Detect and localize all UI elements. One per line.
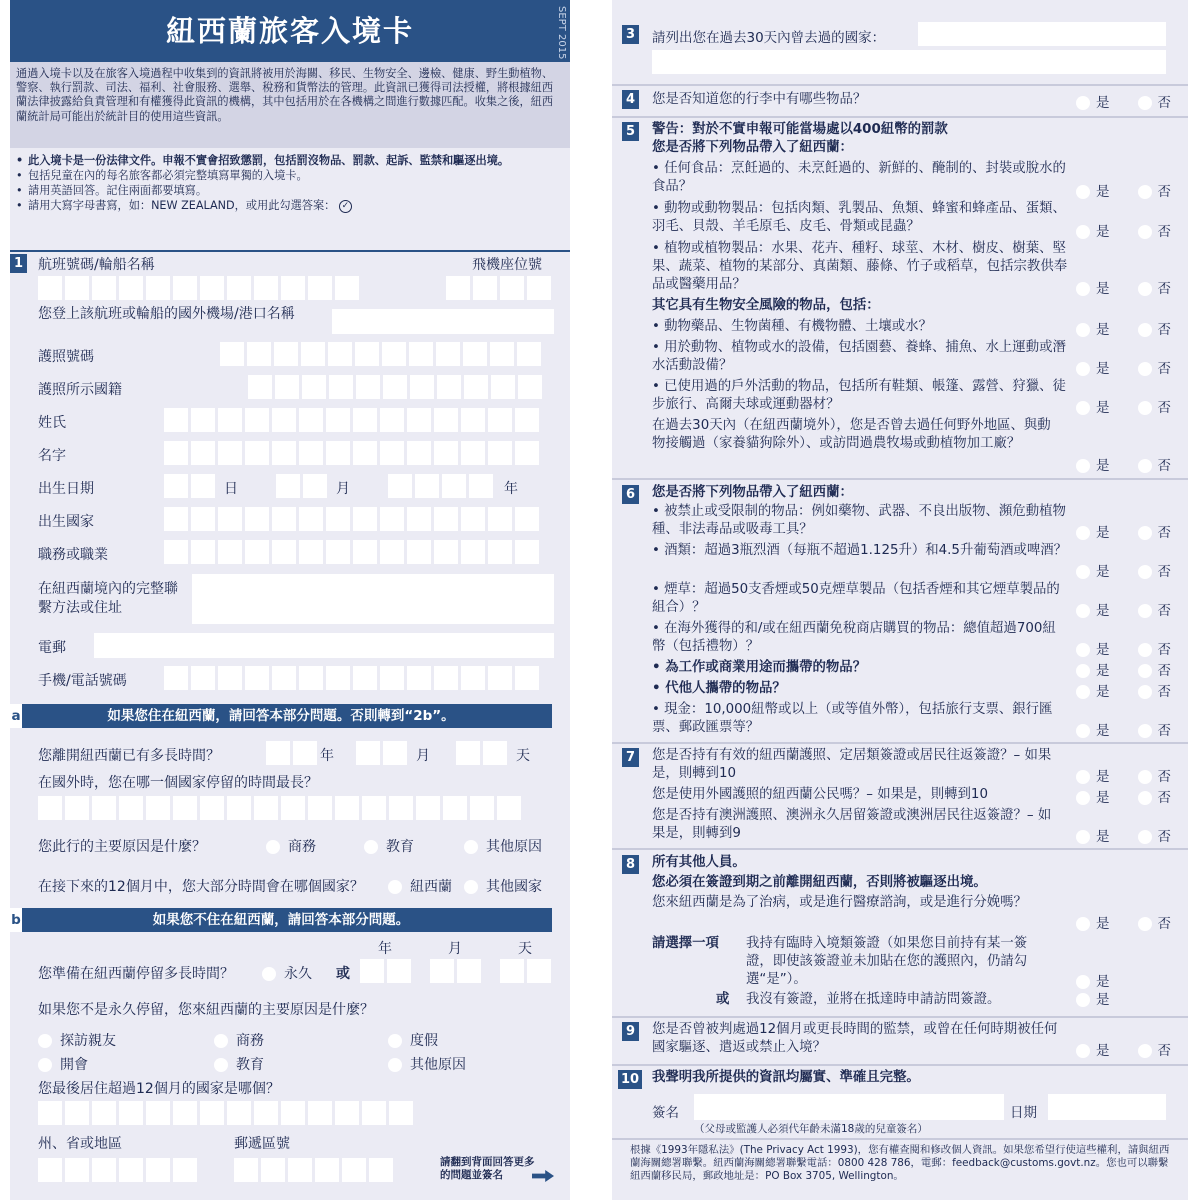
occupation-input[interactable]: [164, 540, 539, 564]
q8-visa-yes[interactable]: 是: [1076, 970, 1110, 990]
days-label: 天: [518, 941, 532, 957]
question-number: 4: [622, 90, 639, 109]
instruction-item: • 此入境卡是一份法律文件。申報不實會招致懲罰，包括罰沒物品、罰款、起訴、監禁和驅逐出境。: [16, 154, 570, 168]
email-label: 電郵: [38, 640, 66, 656]
q8-medical: 您來紐西蘭是為了治病，或是進行醫療諮詢，或是進行分娩嗎？: [652, 895, 1027, 910]
q6-others-yes-no[interactable]: 是 否: [1076, 680, 1171, 700]
q7-nz-passport: 您是否持有有效的紐西蘭護照、定居類簽證或居民往返簽證？– 如果是，則轉到10: [652, 748, 1052, 782]
q7-nz-passport-yes-no[interactable]: 是 否: [1076, 765, 1171, 785]
q5-plant-products: • 植物或植物製品：水果、花卉、種籽、球莖、木材、樹皮、樹葉、堅果、蔬菜、植物的某部分、真菌類、藤條、竹子或稻草，包括宗教供奉品或醫藥用品？: [652, 241, 1068, 293]
q6-prohibited: • 被禁止或受限制的物品：例如藥物、武器、不良出版物、瀕危動植物種、非法毒品或吸毒工具？: [652, 504, 1066, 538]
seat-number-input[interactable]: [446, 276, 551, 300]
longest-country-label: 在國外時，您在哪一個國家停留的時間最長？: [38, 775, 318, 791]
turn-over-note: 請翻到背面回答更多的問題並簽名: [440, 1156, 535, 1181]
question-number: 3: [622, 25, 639, 44]
intro-text: 通過入境卡以及在旅客入境過程中收集到的資訊將被用於海關、移民、生物安全、邊檢、健康、野生動植物、警察、執行罰款、司法、福利、社會服務、選舉、稅務和貨幣法的管理。此資訊已獲得司法授權，將根據紐西蘭法律披露給負責管理和有權獲得此資訊的機構，其中包括用於在各機構之間進行數據匹配。收集之後，紐西蘭統計局可能出於統計目的使用這些資訊。: [10, 62, 570, 148]
q9-yes-no[interactable]: 是 否: [1076, 1039, 1171, 1059]
last-country-input[interactable]: [38, 1101, 413, 1125]
flight-label: 航班號碼/輪船名稱: [38, 257, 155, 273]
passport-number-label: 護照號碼: [38, 349, 94, 365]
days-label: 天: [516, 748, 530, 764]
reason-other-option[interactable]: 其他原因: [388, 1054, 466, 1074]
occupation-label: 職務或職業: [38, 547, 108, 563]
visit-reason-label: 如果您不是永久停留，您來紐西蘭的主要原因是什麼？: [38, 1002, 374, 1018]
question-number: 5: [622, 122, 639, 141]
reason-business-option[interactable]: 商務: [214, 1030, 264, 1050]
q6-alcohol-yes-no[interactable]: 是 否: [1076, 560, 1171, 580]
q6-lead: 您是否將下列物品帶入了紐西蘭：: [652, 485, 853, 500]
port-input[interactable]: [332, 309, 554, 334]
dob-label: 出生日期: [38, 481, 94, 497]
q6-tobacco-yes-no[interactable]: 是 否: [1076, 599, 1171, 619]
address-input[interactable]: [192, 574, 554, 624]
q5-medicines: • 動物藥品、生物菌種、有機物體、土壤或水？: [652, 319, 932, 334]
dob-day-input[interactable]: [164, 474, 215, 498]
flight-number-input[interactable]: [38, 276, 359, 300]
q5-outdoor: • 已使用過的戶外活動的物品，包括所有鞋類、帳篷、露營、狩獵、徒步旅行、高爾夫球或運動器材？: [652, 379, 1066, 413]
longest-country-input[interactable]: [38, 796, 521, 820]
q5-farm-visit: 在過去30天內（在紐西蘭境外），您是否曾去過任何野外地區、與動物接觸過（家養貓狗除外）、或訪問過農牧場或動植物加工廠？: [652, 418, 1051, 452]
country-other-option[interactable]: 其他國家: [464, 876, 542, 896]
q5-equipment: • 用於動物、植物或水的設備，包括園藝、養蜂、捕魚、水上運動或潛水活動設備？: [652, 340, 1066, 374]
q4-yes-no[interactable]: 是 否: [1076, 91, 1171, 111]
question-number: 8: [622, 855, 639, 874]
q8-or: 或: [716, 992, 730, 1007]
q5-animal-products: • 動物或動物製品：包括肉類、乳製品、魚類、蜂蜜和蜂產品、蛋類、羽毛、貝殼、羊毛原毛、皮毛、骨類或昆蟲？: [652, 201, 1066, 235]
instructions-list: [16, 154, 570, 213]
day-label: 日: [224, 481, 238, 497]
q7-australian-yes-no[interactable]: 是 否: [1076, 825, 1171, 845]
seat-label: 飛機座位號: [472, 257, 542, 273]
card-back: [612, 0, 1188, 1200]
q8-medical-yes-no[interactable]: 是 否: [1076, 912, 1171, 932]
section-2a-header: a 如果您住在紐西蘭，請回答本部分問題。否則轉到“2b”。: [10, 704, 552, 728]
q5-plant-yes-no[interactable]: 是 否: [1076, 277, 1171, 297]
dob-month-input[interactable]: [276, 474, 327, 498]
port-label: 您登上該航班或輪船的國外機場/港口名稱: [38, 306, 295, 322]
years-label: 年: [378, 941, 392, 957]
passport-number-input[interactable]: [220, 342, 541, 366]
months-label: 月: [448, 941, 462, 957]
reason-visit-option[interactable]: 探訪親友: [38, 1030, 116, 1050]
or-label: 或: [336, 966, 350, 982]
month-label: 月: [336, 481, 350, 497]
q5-farm-yes-no[interactable]: 是 否: [1076, 454, 1171, 474]
reason-education-option[interactable]: 教育: [364, 836, 414, 856]
question-number: 10: [618, 1070, 642, 1089]
birth-country-label: 出生國家: [38, 514, 94, 530]
given-name-label: 名字: [38, 448, 66, 464]
years-label: 年: [320, 748, 334, 764]
q7-nz-citizen-yes-no[interactable]: 是 否: [1076, 786, 1171, 806]
away-duration-label: 您離開紐西蘭已有多長時間？: [38, 748, 220, 764]
reason-conference-option[interactable]: 開會: [38, 1054, 88, 1074]
postcode-input[interactable]: [234, 1158, 393, 1182]
q6-duty-free: • 在海外獲得的和/或在紐西蘭免稅商店購買的物品：總值超過700紐幣（包括禮物）？: [652, 621, 1056, 655]
q8-visa-option: 我持有臨時入境類簽證（如果您目前持有某一簽證，即使該簽證並未加貼在您的護照內，仍請勾選“是”）。: [746, 936, 1028, 988]
next-12-months-label: 在接下來的12個月中，您大部分時間會在哪個國家？: [38, 879, 364, 895]
dob-year-input[interactable]: [388, 474, 493, 498]
countries-visited-input-2[interactable]: [652, 50, 1166, 74]
stay-duration-label: 您準備在紐西蘭停留多長時間？: [38, 966, 234, 982]
signature-label: 簽名: [652, 1105, 679, 1121]
q6-business-goods: • 為工作或商業用途而攜帶的物品？: [652, 660, 867, 675]
instruction-item: • 包括兒童在內的每名旅客都必須完整填寫單獨的入境卡。: [16, 169, 570, 183]
question-number: 9: [622, 1022, 639, 1041]
months-label: 月: [416, 748, 430, 764]
q3-label: 請列出您在過去30天內曾去過的國家：: [652, 30, 886, 46]
q6-cash: • 現金：10,000紐幣或以上（或等值外幣），包括旅行支票、銀行匯票、郵政匯票等？: [652, 702, 1053, 736]
question-number: 6: [622, 485, 639, 504]
surname-label: 姓氏: [38, 415, 66, 431]
q6-others-goods: • 代他人攜帶的物品？: [652, 681, 786, 696]
surname-input[interactable]: [164, 408, 539, 432]
signature-field[interactable]: [694, 1094, 1004, 1120]
reason-education-option[interactable]: 教育: [214, 1054, 264, 1074]
privacy-footer: 根據《1993年隱私法》(The Privacy Act 1993)，您有權查閱和修改個人資訊。如果您希望行使這些權利，請與紐西蘭海關總署聯繫。紐西蘭海關總署聯繫電話：0800 428 786，電郵：feedback@customs.govt.nz。您也可以聯繫紐西蘭移民局，郵政地址是：PO Box 3705, Wellington。: [630, 1144, 1170, 1182]
version-label: SEPT 2015: [556, 6, 567, 60]
q7-nz-citizen: 您是使用外國護照的紐西蘭公民嗎？– 如果是，則轉到10: [652, 787, 988, 802]
q8-choose-one: 請選擇一項: [652, 936, 719, 951]
q5-warning: 警告：對於不實申報可能當場處以400紐幣的罰款: [652, 122, 948, 137]
q6-prohibited-yes-no[interactable]: 是 否: [1076, 521, 1171, 541]
checkmark-icon: ✓: [339, 200, 352, 213]
instruction-item: • 請用英語回答。記住兩面都要填寫。: [16, 184, 570, 198]
given-name-input[interactable]: [164, 441, 539, 465]
passport-country-input[interactable]: [248, 375, 542, 399]
stay-days-input[interactable]: [500, 959, 551, 983]
state-label: 州、省或地區: [38, 1136, 122, 1152]
stay-years-input[interactable]: [360, 959, 411, 983]
q8-line-2: 您必須在簽證到期之前離開紐西蘭，否則將被驅逐出境。: [652, 875, 987, 890]
stay-permanent-option[interactable]: 永久: [262, 963, 312, 983]
away-months-input[interactable]: [356, 741, 407, 765]
question-number: 7: [622, 748, 639, 767]
q7-australian: 您是否持有澳洲護照、澳洲永久居留簽證或澳洲居民往返簽證？– 如果是，則轉到9: [652, 808, 1052, 842]
q8-no-visa-option: 我沒有簽證，並將在抵達時申請訪問簽證。: [746, 992, 1001, 1007]
date-label: 日期: [1010, 1105, 1037, 1121]
last-country-label: 您最後居住超過12個月的國家是哪個？: [38, 1081, 280, 1097]
country-nz-option[interactable]: 紐西蘭: [388, 876, 452, 896]
address-label: 在紐西蘭境內的完整聯繫方法或住址: [38, 581, 178, 616]
section-number: 1: [10, 254, 27, 273]
q6-tobacco: • 煙草：超過50支香煙或50克煙草製品（包括香煙和其它煙草製品的組合）？: [652, 582, 1060, 616]
q5-food-yes-no[interactable]: 是 否: [1076, 180, 1171, 200]
passport-country-label: 護照所示國籍: [38, 382, 122, 398]
away-days-input[interactable]: [456, 741, 507, 765]
q5-lead-2: 其它具有生物安全風險的物品，包括：: [652, 298, 880, 313]
q8-no-visa-yes[interactable]: 是: [1076, 988, 1110, 1008]
q6-alcohol: • 酒類：超過3瓶烈酒（每瓶不超過1.125升）和4.5升葡萄酒或啤酒？: [652, 543, 1068, 558]
q5-equipment-yes-no[interactable]: 是 否: [1076, 357, 1171, 377]
countries-visited-input[interactable]: [918, 22, 1166, 46]
q5-lead: 您是否將下列物品帶入了紐西蘭：: [652, 140, 853, 155]
phone-input[interactable]: [164, 666, 539, 690]
q6-duty-free-yes-no[interactable]: 是 否: [1076, 638, 1171, 658]
q9-label: 您是否曾被判處過12個月或更長時間的監禁，或曾在任何時期被任何國家驅逐、遣返或禁止入境？: [652, 1022, 1058, 1056]
q5-animal-yes-no[interactable]: 是 否: [1076, 220, 1171, 240]
q5-food: • 任何食品：烹飪過的、未烹飪過的、新鮮的、醃制的、封裝或脫水的食品？: [652, 161, 1066, 195]
birth-country-input[interactable]: [164, 507, 539, 531]
q10-declaration: 我聲明我所提供的資訊均屬實、準確且完整。: [652, 1070, 920, 1085]
year-label: 年: [504, 481, 518, 497]
stay-months-input[interactable]: [430, 959, 481, 983]
instruction-item: • 請用大寫字母書寫，如：NEW ZEALAND，或用此勾選答案： ✓: [16, 199, 570, 213]
q6-cash-yes-no[interactable]: 是 否: [1076, 719, 1171, 739]
card-front: [10, 0, 570, 1200]
q6-business-yes-no[interactable]: 是 否: [1076, 659, 1171, 679]
main-reason-label: 您此行的主要原因是什麼？: [38, 839, 206, 855]
postcode-label: 郵遞區號: [234, 1136, 290, 1152]
away-years-input[interactable]: [266, 741, 317, 765]
reason-business-option[interactable]: 商務: [266, 836, 316, 856]
reason-other-option[interactable]: 其他原因: [464, 836, 542, 856]
reason-holiday-option[interactable]: 度假: [388, 1030, 438, 1050]
state-input[interactable]: [38, 1158, 197, 1182]
q5-medicines-yes-no[interactable]: 是 否: [1076, 318, 1171, 338]
section-2b-header: b 如果您不住在紐西蘭，請回答本部分問題。: [10, 908, 552, 932]
date-field[interactable]: [1048, 1094, 1166, 1120]
email-input[interactable]: [94, 633, 554, 658]
q5-outdoor-yes-no[interactable]: 是 否: [1076, 396, 1171, 416]
card-title: 紐西蘭旅客入境卡 SEPT 2015: [10, 0, 570, 62]
phone-label: 手機/電話號碼: [38, 673, 127, 689]
q4-label: 您是否知道您的行李中有哪些物品？: [652, 92, 867, 107]
signature-note: （父母或監護人必須代年齡未滿18歲的兒童簽名）: [694, 1123, 928, 1135]
q8-line-1: 所有其他人員。: [652, 855, 746, 870]
